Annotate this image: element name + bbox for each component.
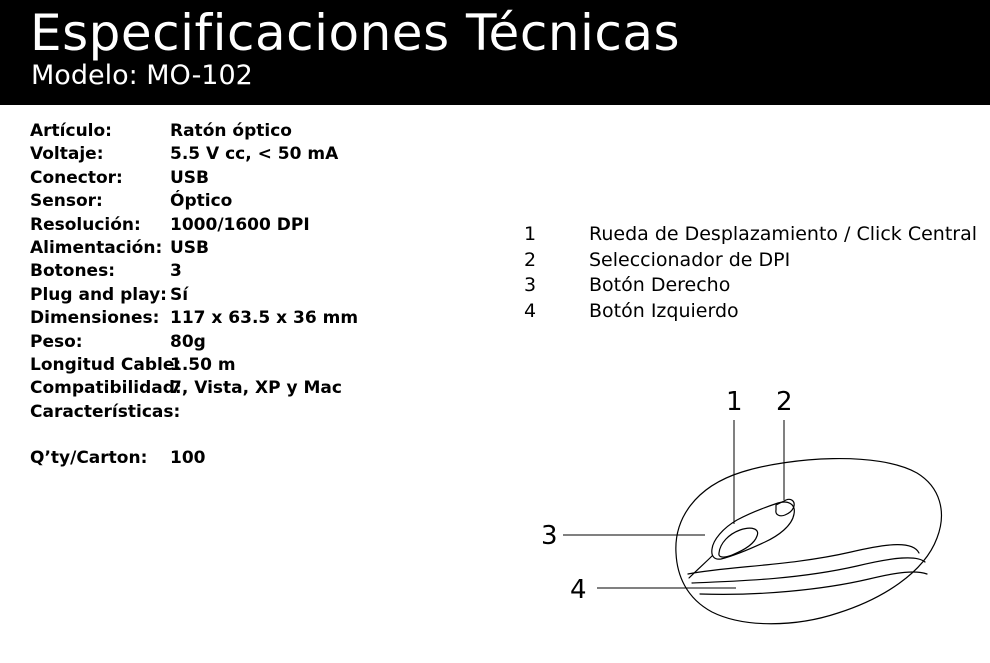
legend-text: Rueda de Desplazamiento / Click Central: [589, 223, 977, 245]
mouse-side-groove: [700, 572, 927, 594]
legend-number: 4: [524, 299, 537, 322]
spec-label: Características:: [30, 401, 181, 422]
mouse-side-groove: [688, 545, 919, 574]
spec-value: 5.5 V cc, < 50 mA: [170, 144, 339, 165]
spec-label: Q’ty/Carton:: [30, 448, 148, 469]
callout-label-3: 3: [541, 521, 558, 551]
mouse-side-groove: [692, 558, 925, 583]
spec-value: 1.50 m: [170, 354, 236, 375]
model-subtitle: Modelo: MO-102: [31, 60, 253, 91]
scroll-wheel-housing: [712, 502, 794, 559]
header-bar: [0, 0, 990, 105]
spec-value: 80g: [170, 331, 206, 352]
spec-label: Conector:: [30, 167, 123, 188]
legend-text: Seleccionador de DPI: [589, 248, 791, 271]
spec-label: Resolución:: [30, 214, 141, 235]
legend-number: 3: [524, 274, 537, 296]
legend-number: 1: [524, 223, 537, 245]
callout-label-4: 4: [570, 575, 587, 605]
mouse-body-outline: [676, 459, 942, 624]
spec-label: Peso:: [30, 331, 83, 352]
spec-value: 7, Vista, XP y Mac: [170, 378, 342, 399]
spec-value: 1000/1600 DPI: [170, 214, 310, 235]
spec-label: Dimensiones:: [30, 308, 160, 329]
spec-value: 100: [170, 448, 206, 469]
spec-label: Sensor:: [30, 191, 103, 212]
spec-value: 3: [170, 261, 182, 282]
spec-value: 117 x 63.5 x 36 mm: [170, 308, 359, 329]
legend-text: Botón Izquierdo: [589, 299, 739, 322]
scroll-wheel: [719, 528, 758, 557]
spec-label: Voltaje:: [30, 144, 104, 165]
spec-value: Ratón óptico: [170, 121, 292, 141]
spec-value: USB: [170, 167, 210, 188]
spec-label: Plug and play:: [30, 284, 167, 305]
spec-label: Longitud Cable:: [30, 354, 182, 375]
spec-value: USB: [170, 237, 210, 258]
mouse-button-split-line: [689, 556, 712, 578]
spec-value: Sí: [170, 284, 189, 305]
spec-label: Alimentación:: [30, 237, 163, 258]
legend-number: 2: [524, 248, 537, 271]
page-title: Especificaciones Técnicas: [30, 4, 681, 62]
spec-label: Artículo:: [30, 121, 112, 141]
callout-label-1: 1: [726, 387, 743, 417]
spec-label: Compatibilidad:: [30, 378, 182, 399]
mouse-diagram: [530, 380, 950, 640]
spec-value: Óptico: [170, 191, 233, 212]
spec-label: Botones:: [30, 261, 115, 282]
legend-text: Botón Derecho: [589, 274, 731, 296]
callout-label-2: 2: [776, 387, 793, 417]
